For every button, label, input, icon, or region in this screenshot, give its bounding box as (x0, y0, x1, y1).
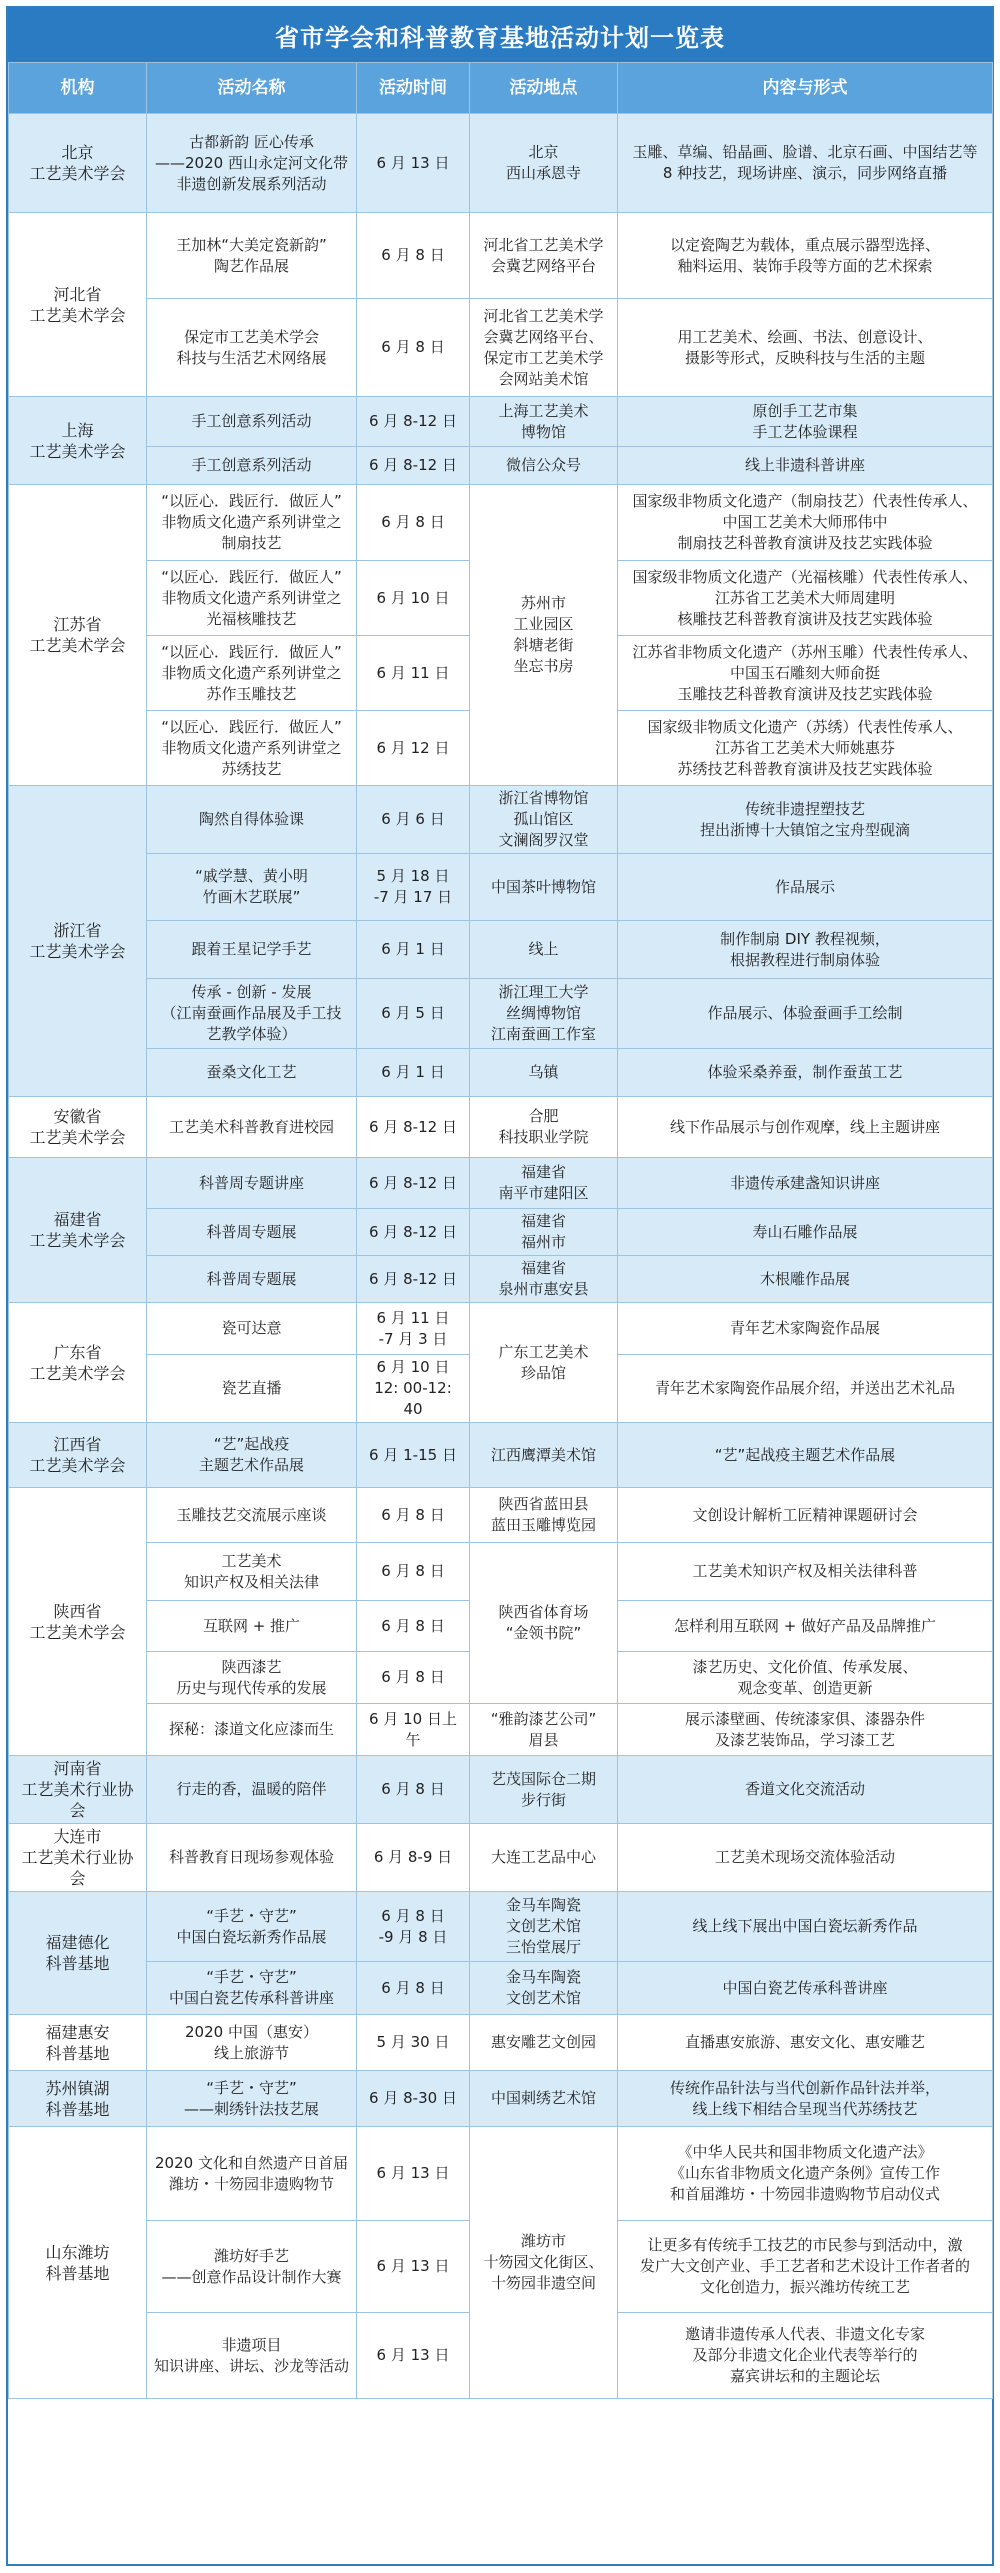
content-cell: “艺”起战疫主题艺术作品展 (618, 1423, 993, 1488)
place-cell: 广东工艺美术 珍品馆 (470, 1303, 618, 1423)
activity-cell: “手艺・守艺” 中国白瓷坛新秀作品展 (147, 1892, 357, 1962)
activity-cell: “手艺・守艺” ——刺绣针法技艺展 (147, 2071, 357, 2127)
time-cell: 6 月 8 日 (357, 485, 470, 561)
content-cell: 木根雕作品展 (618, 1256, 993, 1303)
content-cell: 传统非遗捏塑技艺 捏出浙博十大镇馆之宝舟型砚滴 (618, 786, 993, 854)
time-cell: 6 月 12 日 (357, 711, 470, 786)
activity-cell: 工艺美术 知识产权及相关法律 (147, 1543, 357, 1601)
activity-cell: 古都新韵 匠心传承 ——2020 西山永定河文化带 非遗创新发展系列活动 (147, 114, 357, 213)
place-cell: “雅韵漆艺公司” 眉县 (470, 1704, 618, 1756)
place-cell: 河北省工艺美术学 会冀艺网络平台 (470, 213, 618, 299)
content-cell: 工艺美术现场交流体验活动 (618, 1824, 993, 1892)
time-cell: 6 月 8 日 (357, 1756, 470, 1824)
content-cell: 国家级非物质文化遗产（苏绣）代表性传承人、 江苏省工艺美术大师姚惠芬 苏绣技艺科普教育演讲及技艺实践体验 (618, 711, 993, 786)
content-cell: 江苏省非物质文化遗产（苏州玉雕）代表性传承人、 中国玉石雕刻大师俞挺 玉雕技艺科普教育演讲及技艺实践体验 (618, 636, 993, 711)
content-cell: 制作制扇 DIY 教程视频， 根据教程进行制扇体验 (618, 921, 993, 979)
activity-cell: 探秘：漆道文化应漆而生 (147, 1704, 357, 1756)
time-cell: 6 月 13 日 (357, 2221, 470, 2313)
header-org: 机构 (9, 63, 147, 114)
activity-cell: “以匠心．践匠行．做匠人” 非物质文化遗产系列讲堂之 制扇技艺 (147, 485, 357, 561)
content-cell: 寿山石雕作品展 (618, 1209, 993, 1256)
place-cell: 金马车陶瓷 文创艺术馆 三怡堂展厅 (470, 1892, 618, 1962)
activity-cell: 科普周专题讲座 (147, 1158, 357, 1209)
table-row (9, 1158, 993, 1209)
activity-cell: 科普周专题展 (147, 1209, 357, 1256)
activity-cell: 科普教育日现场参观体验 (147, 1824, 357, 1892)
time-cell: 6 月 8 日 (357, 1488, 470, 1543)
time-cell: 6 月 10 日上午 (357, 1704, 470, 1756)
place-cell: 福建省 泉州市惠安县 (470, 1256, 618, 1303)
time-cell: 6 月 1 日 (357, 1049, 470, 1097)
time-cell: 6 月 8 日 (357, 1543, 470, 1601)
time-cell: 6 月 8-30 日 (357, 2071, 470, 2127)
table-row (9, 979, 993, 1049)
place-cell: 合肥 科技职业学院 (470, 1097, 618, 1158)
table-header-row (9, 63, 993, 114)
time-cell: 6 月 13 日 (357, 2313, 470, 2399)
activity-cell: 跟着王星记学手艺 (147, 921, 357, 979)
time-cell: 6 月 8-12 日 (357, 397, 470, 447)
header-activity: 活动名称 (147, 63, 357, 114)
table-row (9, 2071, 993, 2127)
time-cell: 6 月 10 日 (357, 561, 470, 636)
table-row (9, 1543, 993, 1601)
time-cell: 6 月 10 日 12: 00-12: 40 (357, 1355, 470, 1423)
org-cell: 浙江省 工艺美术学会 (9, 786, 147, 1097)
header-place: 活动地点 (470, 63, 618, 114)
org-cell: 江西省 工艺美术学会 (9, 1423, 147, 1488)
activity-cell: “以匠心．践匠行．做匠人” 非物质文化遗产系列讲堂之 光福核雕技艺 (147, 561, 357, 636)
content-cell: 展示漆壁画、传统漆家俱、漆器杂件 及漆艺装饰品，学习漆工艺 (618, 1704, 993, 1756)
place-cell: 陕西省蓝田县 蓝田玉雕博览园 (470, 1488, 618, 1543)
place-cell: 线上 (470, 921, 618, 979)
content-cell: 让更多有传统手工技艺的市民参与到活动中，激 发广大文创产业、手工艺者和艺术设计工作者者的 文化创造力，振兴潍坊传统工艺 (618, 2221, 993, 2313)
header-content: 内容与形式 (618, 63, 993, 114)
table-row (9, 447, 993, 485)
content-cell: 国家级非物质文化遗产（光福核雕）代表性传承人、 江苏省工艺美术大师周建明 核雕技艺科普教育演讲及技艺实践体验 (618, 561, 993, 636)
time-cell: 6 月 11 日 (357, 636, 470, 711)
schedule-frame (6, 6, 994, 2566)
activity-cell: 手工创意系列活动 (147, 397, 357, 447)
activity-cell: “戚学慧、黄小明 竹画木艺联展” (147, 854, 357, 921)
table-row (9, 1423, 993, 1488)
content-cell: 怎样利用互联网 + 做好产品及品牌推广 (618, 1601, 993, 1652)
place-cell: 江西鹰潭美术馆 (470, 1423, 618, 1488)
table-row (9, 1049, 993, 1097)
content-cell: 国家级非物质文化遗产（制扇技艺）代表性传承人、 中国工艺美术大师邢伟中 制扇技艺科普教育演讲及技艺实践体验 (618, 485, 993, 561)
table-row (9, 1097, 993, 1158)
time-cell: 5 月 18 日 -7 月 17 日 (357, 854, 470, 921)
time-cell: 6 月 8-12 日 (357, 1158, 470, 1209)
place-cell: 中国刺绣艺术馆 (470, 2071, 618, 2127)
place-cell: 苏州市 工业园区 斜塘老街 坐忘书房 (470, 485, 618, 786)
table-row (9, 854, 993, 921)
time-cell: 6 月 8 日 -9 月 8 日 (357, 1892, 470, 1962)
content-cell: 原创手工艺市集 手工艺体验课程 (618, 397, 993, 447)
place-cell: 金马车陶瓷 文创艺术馆 (470, 1962, 618, 2015)
activity-cell: “以匠心．践匠行．做匠人” 非物质文化遗产系列讲堂之 苏作玉雕技艺 (147, 636, 357, 711)
content-cell: 青年艺术家陶瓷作品展介绍，并送出艺术礼品 (618, 1355, 993, 1423)
content-cell: 线下作品展示与创作观摩，线上主题讲座 (618, 1097, 993, 1158)
place-cell: 乌镇 (470, 1049, 618, 1097)
org-cell: 广东省 工艺美术学会 (9, 1303, 147, 1423)
activity-cell: “手艺・守艺” 中国白瓷艺传承科普讲座 (147, 1962, 357, 2015)
table-row (9, 213, 993, 299)
time-cell: 6 月 13 日 (357, 114, 470, 213)
table-row (9, 299, 993, 397)
place-cell: 大连工艺品中心 (470, 1824, 618, 1892)
place-cell: 河北省工艺美术学 会冀艺网络平台、 保定市工艺美术学 会网站美术馆 (470, 299, 618, 397)
table-row (9, 1303, 993, 1355)
time-cell: 6 月 8 日 (357, 299, 470, 397)
content-cell: 中国白瓷艺传承科普讲座 (618, 1962, 993, 2015)
content-cell: 非遗传承建盏知识讲座 (618, 1158, 993, 1209)
activity-cell: 互联网 + 推广 (147, 1601, 357, 1652)
time-cell: 6 月 8-12 日 (357, 1209, 470, 1256)
activity-cell: 2020 中国（惠安） 线上旅游节 (147, 2015, 357, 2071)
table-row (9, 1209, 993, 1256)
content-cell: 线上非遗科普讲座 (618, 447, 993, 485)
place-cell: 艺茂国际仓二期 步行街 (470, 1756, 618, 1824)
table-row (9, 1756, 993, 1824)
time-cell: 6 月 13 日 (357, 2127, 470, 2221)
time-cell: 6 月 8-12 日 (357, 1256, 470, 1303)
activity-cell: “以匠心．践匠行．做匠人” 非物质文化遗产系列讲堂之 苏绣技艺 (147, 711, 357, 786)
activity-cell: 传承 - 创新 - 发展 （江南蚕画作品展及手工技 艺教学体验） (147, 979, 357, 1049)
org-cell: 河北省 工艺美术学会 (9, 213, 147, 397)
org-cell: 北京 工艺美术学会 (9, 114, 147, 213)
content-cell: 以定瓷陶艺为载体，重点展示器型选择、 釉料运用、装饰手段等方面的艺术探索 (618, 213, 993, 299)
table-row (9, 1892, 993, 1962)
table-row (9, 1256, 993, 1303)
org-cell: 河南省 工艺美术行业协会 (9, 1756, 147, 1824)
org-cell: 大连市 工艺美术行业协会 (9, 1824, 147, 1892)
activity-cell: 非遗项目 知识讲座、讲坛、沙龙等活动 (147, 2313, 357, 2399)
table-row (9, 1824, 993, 1892)
page-title: 省市学会和科普教育基地活动计划一览表 (8, 8, 992, 62)
content-cell: 《中华人民共和国非物质文化遗产法》 《山东省非物质文化遗产条例》宣传工作 和首届潍坊・十笏园非遗购物节启动仪式 (618, 2127, 993, 2221)
activity-cell: 瓷艺直播 (147, 1355, 357, 1423)
place-cell: 浙江理工大学 丝绸博物馆 江南蚕画工作室 (470, 979, 618, 1049)
activity-cell: 工艺美术科普教育进校园 (147, 1097, 357, 1158)
table-row (9, 921, 993, 979)
place-cell: 潍坊市 十笏园文化街区、 十笏园非遗空间 (470, 2127, 618, 2399)
time-cell: 6 月 8 日 (357, 1601, 470, 1652)
activity-cell: “艺”起战疫 主题艺术作品展 (147, 1423, 357, 1488)
activity-cell: 潍坊好手艺 ——创意作品设计制作大赛 (147, 2221, 357, 2313)
content-cell: 用工艺美术、绘画、书法、创意设计、 摄影等形式，反映科技与生活的主题 (618, 299, 993, 397)
time-cell: 6 月 1 日 (357, 921, 470, 979)
time-cell: 6 月 8 日 (357, 213, 470, 299)
time-cell: 6 月 1-15 日 (357, 1423, 470, 1488)
org-cell: 福建省 工艺美术学会 (9, 1158, 147, 1303)
content-cell: 线上线下展出中国白瓷坛新秀作品 (618, 1892, 993, 1962)
content-cell: 体验采桑养蚕，制作蚕茧工艺 (618, 1049, 993, 1097)
table-row (9, 1962, 993, 2015)
content-cell: 作品展示、体验蚕画手工绘制 (618, 979, 993, 1049)
place-cell: 中国茶叶博物馆 (470, 854, 618, 921)
place-cell: 陕西省体育场 “金领书院” (470, 1543, 618, 1704)
activity-cell: 玉雕技艺交流展示座谈 (147, 1488, 357, 1543)
content-cell: 工艺美术知识产权及相关法律科普 (618, 1543, 993, 1601)
activity-cell: 2020 文化和自然遗产日首届 潍坊・十笏园非遗购物节 (147, 2127, 357, 2221)
org-cell: 福建德化 科普基地 (9, 1892, 147, 2015)
time-cell: 6 月 8 日 (357, 1962, 470, 2015)
activity-cell: 王加林“大美定瓷新韵” 陶艺作品展 (147, 213, 357, 299)
content-cell: 青年艺术家陶瓷作品展 (618, 1303, 993, 1355)
content-cell: 直播惠安旅游、惠安文化、惠安雕艺 (618, 2015, 993, 2071)
time-cell: 6 月 8-12 日 (357, 447, 470, 485)
place-cell: 北京 西山承恩寺 (470, 114, 618, 213)
org-cell: 福建惠安 科普基地 (9, 2015, 147, 2071)
org-cell: 苏州镇湖 科普基地 (9, 2071, 147, 2127)
table-row (9, 786, 993, 854)
table-row (9, 485, 993, 561)
activity-cell: 瓷可达意 (147, 1303, 357, 1355)
place-cell: 上海工艺美术 博物馆 (470, 397, 618, 447)
time-cell: 5 月 30 日 (357, 2015, 470, 2071)
table-row (9, 2127, 993, 2221)
content-cell: 文创设计解析工匠精神课题研讨会 (618, 1488, 993, 1543)
place-cell: 福建省 福州市 (470, 1209, 618, 1256)
org-cell: 上海 工艺美术学会 (9, 397, 147, 485)
content-cell: 作品展示 (618, 854, 993, 921)
table-body (9, 114, 993, 2399)
table-row (9, 2015, 993, 2071)
table-row (9, 1704, 993, 1756)
org-cell: 山东潍坊 科普基地 (9, 2127, 147, 2399)
content-cell: 玉雕、草编、铅晶画、脸谱、北京石画、中国结艺等 8 种技艺，现场讲座、演示，同步网络直播 (618, 114, 993, 213)
time-cell: 6 月 8-12 日 (357, 1097, 470, 1158)
table-row (9, 114, 993, 213)
org-cell: 安徽省 工艺美术学会 (9, 1097, 147, 1158)
activity-cell: 陕西漆艺 历史与现代传承的发展 (147, 1652, 357, 1704)
time-cell: 6 月 8 日 (357, 1652, 470, 1704)
place-cell: 福建省 南平市建阳区 (470, 1158, 618, 1209)
activity-cell: 行走的香，温暖的陪伴 (147, 1756, 357, 1824)
content-cell: 邀请非遗传承人代表、非遗文化专家 及部分非遗文化企业代表等举行的 嘉宾讲坛和的主题论坛 (618, 2313, 993, 2399)
content-cell: 香道文化交流活动 (618, 1756, 993, 1824)
table-row (9, 397, 993, 447)
activity-cell: 蚕桑文化工艺 (147, 1049, 357, 1097)
place-cell: 惠安雕艺文创园 (470, 2015, 618, 2071)
time-cell: 6 月 11 日 -7 月 3 日 (357, 1303, 470, 1355)
time-cell: 6 月 6 日 (357, 786, 470, 854)
activity-cell: 科普周专题展 (147, 1256, 357, 1303)
time-cell: 6 月 8-9 日 (357, 1824, 470, 1892)
place-cell: 浙江省博物馆 孤山馆区 文澜阁罗汉堂 (470, 786, 618, 854)
table-row (9, 1488, 993, 1543)
activity-cell: 保定市工艺美术学会 科技与生活艺术网络展 (147, 299, 357, 397)
time-cell: 6 月 5 日 (357, 979, 470, 1049)
content-cell: 传统作品针法与当代创新作品针法并举， 线上线下相结合呈现当代苏绣技艺 (618, 2071, 993, 2127)
org-cell: 江苏省 工艺美术学会 (9, 485, 147, 786)
org-cell: 陕西省 工艺美术学会 (9, 1488, 147, 1756)
activity-cell: 手工创意系列活动 (147, 447, 357, 485)
activity-table (8, 62, 993, 2399)
content-cell: 漆艺历史、文化价值、传承发展、 观念变革、创造更新 (618, 1652, 993, 1704)
header-time: 活动时间 (357, 63, 470, 114)
place-cell: 微信公众号 (470, 447, 618, 485)
activity-cell: 陶然自得体验课 (147, 786, 357, 854)
